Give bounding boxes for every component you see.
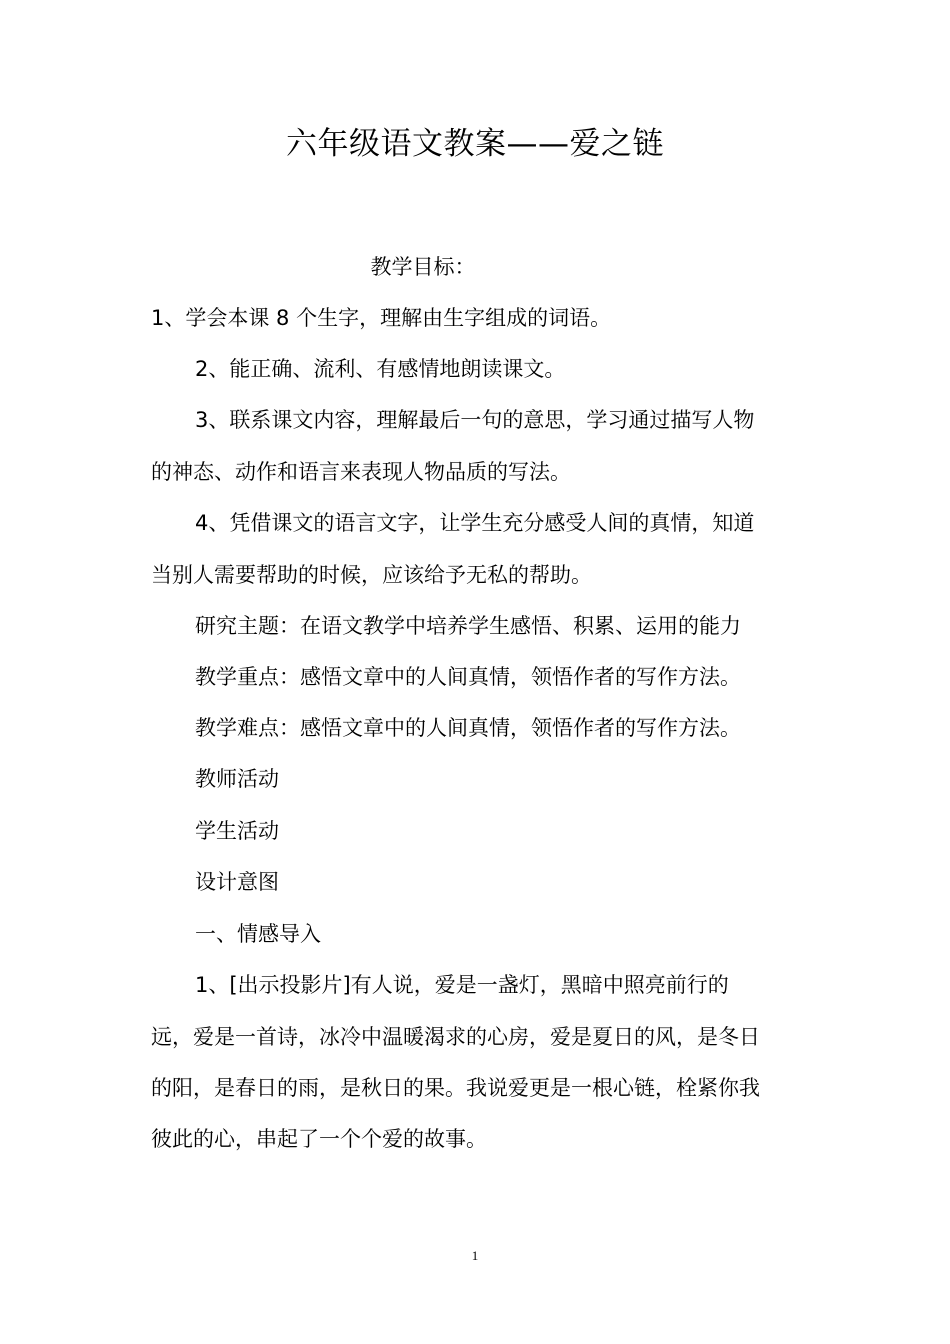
teaching-key-point: 教学重点：感悟文章中的人间真情，领悟作者的写作方法。 [195, 665, 741, 689]
teacher-activity-label: 教师活动 [195, 767, 279, 791]
intro-paragraph-line-1: 1、[出示投影片]有人说，爱是一盏灯，黑暗中照亮前行的 [195, 973, 729, 997]
objective-2: 2、能正确、流利、有感情地朗读课文。 [195, 357, 566, 381]
intro-paragraph-line-4: 彼此的心，串起了一个个爱的故事。 [151, 1127, 487, 1151]
intro-paragraph-line-3: 的阳，是春日的雨，是秋日的果。我说爱更是一根心链，栓紧你我 [151, 1076, 760, 1100]
objective-1: 1、学会本课 8 个生字，理解由生字组成的词语。 [151, 306, 612, 330]
document-title: 六年级语文教案——爱之链 [286, 126, 664, 162]
design-intent-label: 设计意图 [195, 870, 279, 894]
page-number: 1 [471, 1248, 479, 1263]
objective-3-line-2: 的神态、动作和语言来表现人物品质的写法。 [151, 460, 571, 484]
research-topic: 研究主题：在语文教学中培养学生感悟、积累、运用的能力 [195, 614, 741, 638]
teaching-difficulty: 教学难点：感悟文章中的人间真情，领悟作者的写作方法。 [195, 716, 741, 740]
intro-paragraph-line-2: 远，爱是一首诗，冰冷中温暖渴求的心房，爱是夏日的风，是冬日 [151, 1025, 760, 1049]
objective-4-line-2: 当别人需要帮助的时候，应该给予无私的帮助。 [151, 563, 592, 587]
objective-3-line-1: 3、联系课文内容，理解最后一句的意思，学习通过描写人物 [195, 408, 755, 432]
objectives-heading: 教学目标： [370, 255, 476, 279]
objective-4-line-1: 4、凭借课文的语言文字，让学生充分感受人间的真情，知道 [195, 511, 755, 535]
section-heading-emotional-intro: 一、情感导入 [195, 922, 321, 946]
student-activity-label: 学生活动 [195, 819, 279, 843]
